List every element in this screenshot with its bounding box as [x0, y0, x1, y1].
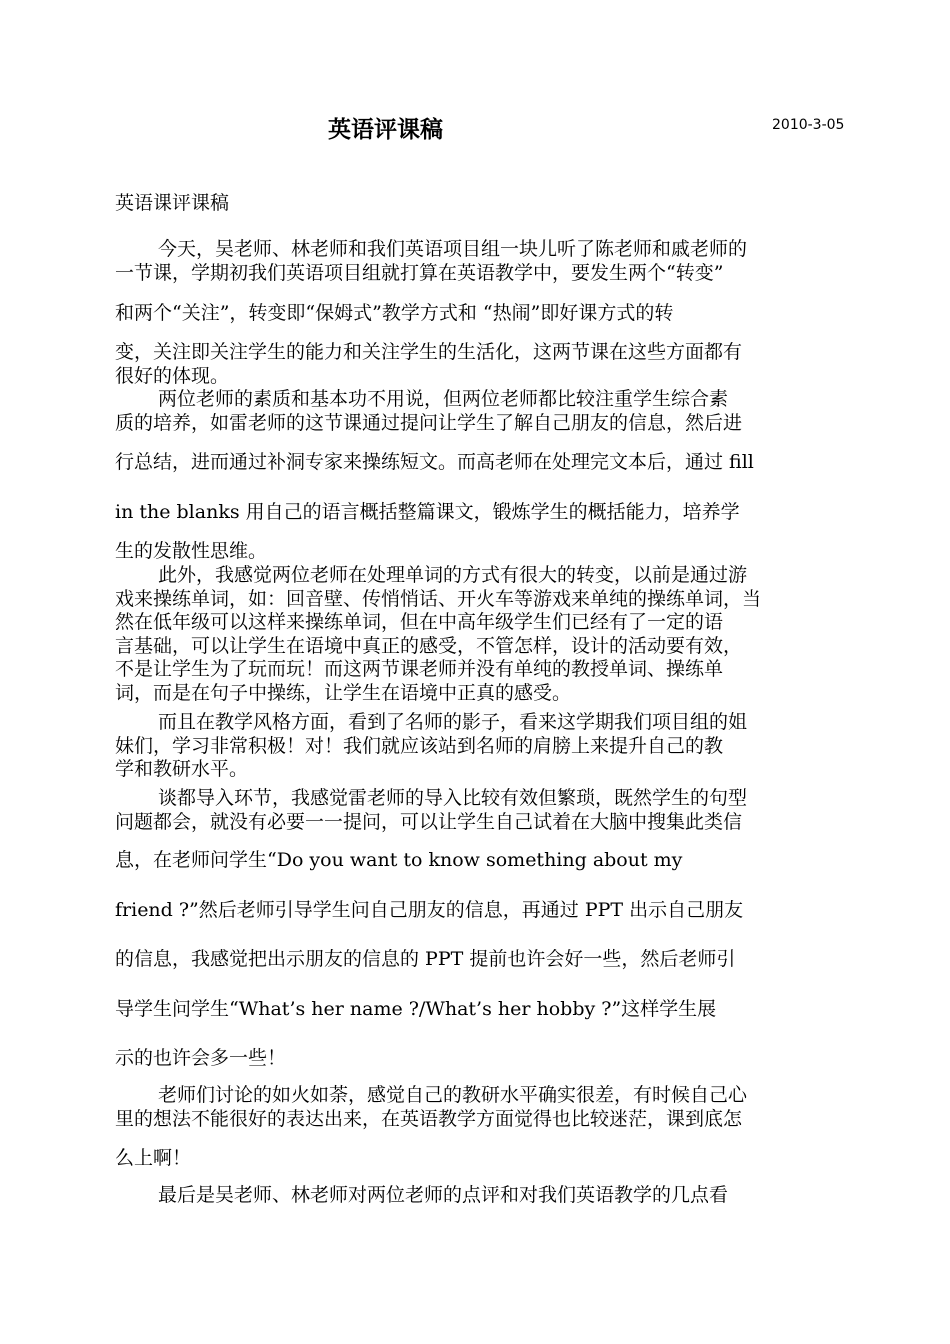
paragraph-3 — [115, 564, 837, 705]
text-line: 导学生问学生“What’s her name ?/What’s her hobby ?”这样学生展 — [115, 998, 717, 1020]
text-line: 最后是吴老师、林老师对两位老师的点评和对我们英语教学的几点看 — [158, 1184, 729, 1206]
text-line: 变，关注即关注学生的能力和关注学生的生活化，这两节课在这些方面都有 — [115, 341, 743, 363]
paragraph-6-end — [115, 1147, 837, 1171]
paragraph-2 — [115, 388, 837, 435]
text-line: 老师们讨论的如火如荼，感觉自己的教研水平确实很差，有时候自己心 — [158, 1084, 748, 1106]
text-line: 谈都导入环节，我感觉雷老师的导入比较有效但繁琐，既然学生的句型 — [158, 787, 748, 809]
text-line: 今天，吴老师、林老师和我们英语项目组一块儿听了陈老师和戚老师的 — [158, 238, 748, 260]
text-line: 的信息，我感觉把出示朋友的信息的 PPT 提前也许会好一些，然后老师引 — [115, 948, 736, 970]
text-line: 里的想法不能很好的表达出来，在英语教学方面觉得也比较迷茫，课到底怎 — [115, 1107, 743, 1130]
text-line: 戏来操练单词，如：回音壁、传悄悄话、开火车等游戏来单纯的操练单词，当 — [115, 587, 762, 610]
paragraph-6 — [115, 1084, 837, 1131]
paragraph-4 — [115, 711, 837, 782]
text-line: 学和教研水平。 — [115, 758, 249, 780]
document-title: 英语评课稿 — [328, 116, 443, 143]
document-date: 2010-3-05 — [772, 117, 845, 133]
text-line: 两位老师的素质和基本功不用说，但两位老师都比较注重学生综合素 — [158, 388, 729, 410]
paragraph-5-cont — [115, 849, 837, 873]
text-line: in the blanks 用自己的语言概括整篇课文，锻炼学生的概括能力，培养学 — [115, 501, 740, 523]
text-line: friend ?”然后老师引导学生问自己朋友的信息，再通过 PPT 出示自己朋友 — [115, 899, 744, 921]
subtitle-line: 英语课评课稿 — [115, 192, 230, 214]
paragraph-2-end — [115, 540, 837, 564]
text-line: 问题都会，就没有必要一一提问，可以让学生自己试着在大脑中搜集此类信 — [115, 810, 743, 833]
paragraph-2-cont2 — [115, 501, 837, 525]
text-line: 行总结，进而通过补洞专家来操练短文。而高老师在处理完文本后，通过 fill — [115, 451, 754, 473]
paragraph-1-end — [115, 341, 837, 388]
text-line: 言基础，可以让学生在语境中真正的感受，不管怎样，设计的活动要有效， — [115, 634, 743, 657]
paragraph-5-cont2 — [115, 899, 837, 923]
document-subtitle — [115, 192, 837, 216]
text-line: 示的也许会多一些！ — [115, 1047, 287, 1069]
paragraph-7 — [115, 1184, 837, 1208]
text-line: 妹们，学习非常积极！对！我们就应该站到名师的肩膀上来提升自己的教 — [115, 734, 724, 757]
paragraph-2-cont — [115, 451, 837, 475]
paragraph-5-cont3 — [115, 948, 837, 972]
text-line: 然在低年级可以这样来操练单词，但在中高年级学生们已经有了一定的语 — [115, 611, 724, 633]
text-line: 生的发散性思维。 — [115, 540, 268, 562]
text-line: 很好的体现。 — [115, 364, 230, 387]
paragraph-1-cont — [115, 302, 837, 326]
paragraph-1 — [115, 238, 837, 285]
paragraph-5-end — [115, 1047, 837, 1071]
paragraph-5 — [115, 787, 837, 834]
text-line: 和两个“关注”，转变即“保姆式”教学方式和 “热闹”即好课方式的转 — [115, 302, 674, 324]
text-line: 词，而是在句子中操练，让学生在语境中正真的感受。 — [115, 681, 572, 704]
text-line: 此外，我感觉两位老师在处理单词的方式有很大的转变，以前是通过游 — [158, 564, 748, 586]
text-line: 么上啊！ — [115, 1147, 192, 1169]
paragraph-5-cont4 — [115, 998, 837, 1022]
text-line: 而且在教学风格方面，看到了名师的影子，看来这学期我们项目组的姐 — [158, 711, 748, 733]
text-line: 息，在老师问学生“Do you want to know something about my — [115, 849, 683, 871]
text-line: 质的培养，如雷老师的这节课通过提问让学生了解自己朋友的信息，然后进 — [115, 411, 743, 434]
text-line: 不是让学生为了玩而玩！而这两节课老师并没有单纯的教授单词、操练单 — [115, 658, 724, 680]
text-line: 一节课，学期初我们英语项目组就打算在英语教学中，要发生两个“转变” — [115, 261, 724, 284]
